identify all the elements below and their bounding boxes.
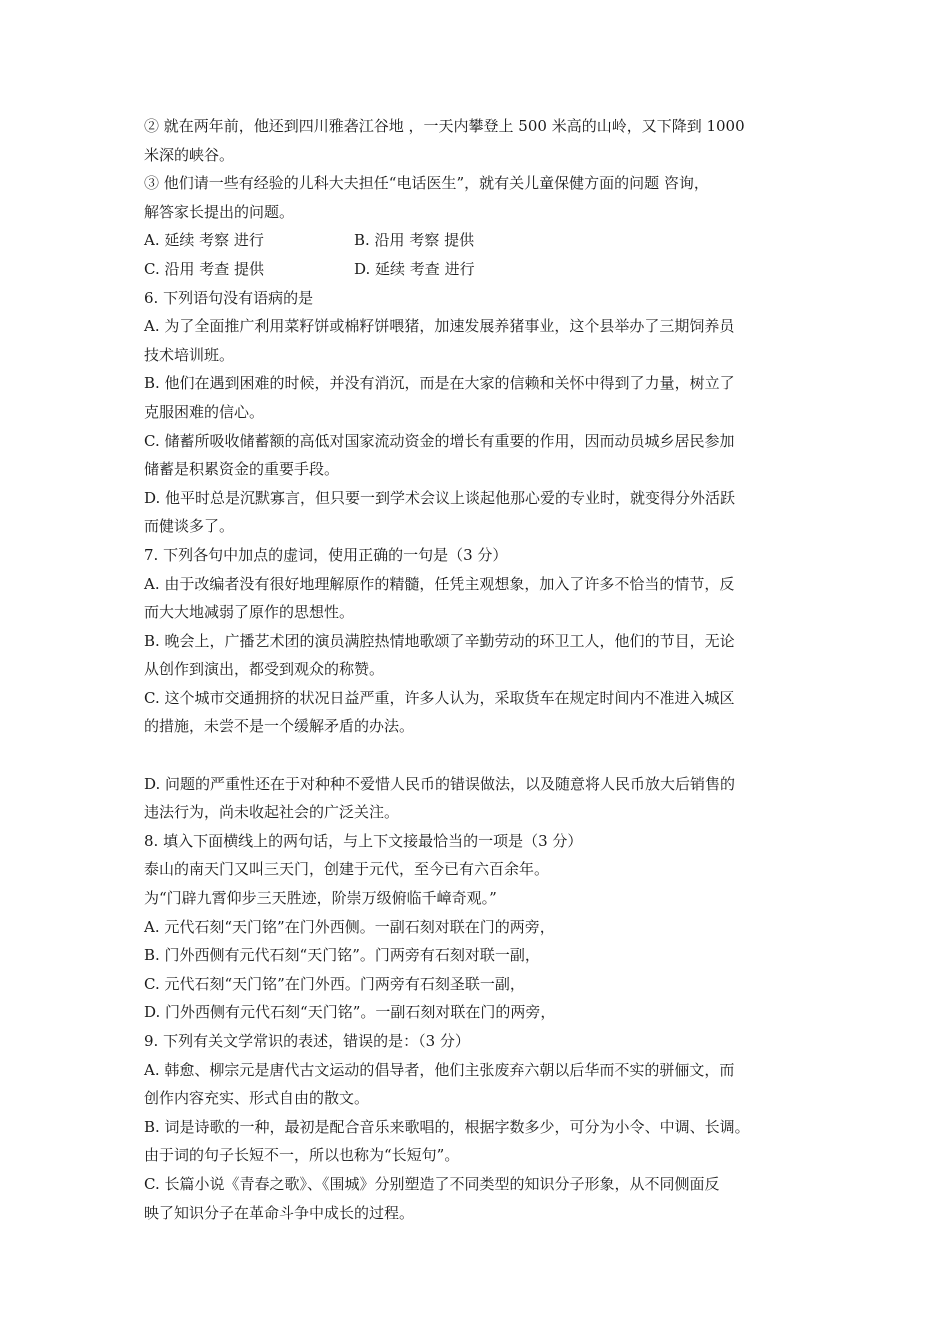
q7-option-c-line-1: C. 这个城市交通拥挤的状况日益严重，许多人认为，采取货车在规定时间内不准进入城区: [144, 688, 735, 707]
q5-option-b: B. 沿用 考察 提供: [354, 231, 475, 250]
page-content: [144, 112, 824, 1227]
q5-sentence-2-line-1: ② 就在两年前，他还到四川雅砻江谷地 ，一天内攀登上 500 米高的山岭，又下降到 1000: [144, 117, 745, 135]
q9-option-a-line-1: A. 韩愈、柳宗元是唐代古文运动的倡导者，他们主张废弃六朝以后华而不实的骈俪文，而: [144, 1060, 735, 1079]
q6-option-a-line-2: 技术培训班。: [144, 345, 235, 364]
q7-stem: 7. 下列各句中加点的虚词，使用正确的一句是（3 分）: [144, 545, 508, 564]
q7-option-c-line-2: 的措施，未尝不是一个缓解矛盾的办法。: [144, 717, 415, 736]
q7-option-a-line-2: 而大大地减弱了原作的思想性。: [144, 603, 355, 622]
q5-sentence-3-line-1: ③ 他们请一些有经验的儿科大夫担任“电话医生”，就有关儿童保健方面的问题 咨询，: [144, 174, 709, 193]
q6-option-c-line-2: 储蓄是积累资金的重要手段。: [144, 460, 340, 479]
q8-option-a: A. 元代石刻“天门铭”在门外西侧。一副石刻对联在门的两旁，: [144, 917, 555, 936]
q9-option-b-line-1: B. 词是诗歌的一种，最初是配合音乐来歌唱的，根据字数多少，可分为小令、中调、长调。: [144, 1117, 750, 1136]
q7-option-d-line-2: 违法行为，尚未收起社会的广泛关注。: [144, 803, 400, 822]
q9-option-a-line-2: 创作内容充实、形式自由的散文。: [144, 1089, 370, 1108]
q6-option-d-line-1: D. 他平时总是沉默寡言，但只要一到学术会议上谈起他那心爱的专业时，就变得分外活跃: [144, 488, 736, 507]
q5-option-c: C. 沿用 考查 提供: [144, 259, 265, 278]
q7-option-d-line-1: D. 问题的严重性还在于对种种不爱惜人民币的错误做法，以及随意将人民币放大后销售的: [144, 774, 736, 793]
q7-option-b-line-2: 从创作到演出，都受到观众的称赞。: [144, 660, 385, 679]
q5-option-d: D. 延续 考查 进行: [354, 259, 475, 278]
q5-options-row-2: [144, 255, 824, 284]
q9-stem: 9. 下列有关文学常识的表述，错误的是：（3 分）: [144, 1032, 470, 1050]
q7-option-a-line-1: A. 由于改编者没有很好地理解原作的精髓，任凭主观想象，加入了许多不恰当的情节，反: [144, 574, 735, 593]
q8-option-d: D. 门外西侧有元代石刻“天门铭”。一副石刻对联在门的两旁，: [144, 1003, 556, 1022]
q9-option-c-line-2: 映了知识分子在革命斗争中成长的过程。: [144, 1203, 415, 1222]
q5-sentence-3-line-2: 解答家长提出的问题。: [144, 202, 295, 221]
q6-option-b-line-1: B. 他们在遇到困难的时候，并没有消沉，而是在大家的信赖和关怀中得到了力量，树立了: [144, 374, 735, 393]
q8-option-b: B. 门外西侧有元代石刻“天门铭”。门两旁有石刻对联一副，: [144, 946, 540, 965]
q5-option-a: A. 延续 考察 进行: [144, 231, 264, 250]
q5-options-row-1: [144, 226, 824, 255]
q6-stem: 6. 下列语句没有语病的是: [144, 288, 314, 307]
q6-option-d-line-2: 而健谈多了。: [144, 517, 235, 536]
q6-option-b-line-2: 克服困难的信心。: [144, 402, 265, 421]
q8-passage-line-1: 泰山的南天门又叫三天门，创建于元代，至今已有六百余年。: [144, 860, 550, 879]
q9-option-b-line-2: 由于词的句子长短不一，所以也称为“长短句”。: [144, 1146, 460, 1165]
q6-option-c-line-1: C. 储蓄所吸收储蓄额的高低对国家流动资金的增长有重要的作用，因而动员城乡居民参加: [144, 431, 735, 450]
q6-option-a-line-1: A. 为了全面推广利用菜籽饼或棉籽饼喂猪，加速发展养猪事业，这个县举办了三期饲养员: [144, 317, 735, 336]
paragraph-gap: [144, 741, 824, 770]
q5-sentence-2-line-2: 米深的峡谷。: [144, 145, 235, 164]
q7-option-b-line-1: B. 晚会上，广播艺术团的演员满腔热情地歌颂了辛勤劳动的环卫工人，他们的节目，无论: [144, 631, 735, 650]
q9-option-c-line-1: C. 长篇小说《青春之歌》、《围城》分别塑造了不同类型的知识分子形象，从不同侧面反: [144, 1174, 720, 1193]
q8-option-c: C. 元代石刻“天门铭”在门外西。门两旁有石刻圣联一副，: [144, 974, 525, 993]
q8-stem: 8. 填入下面横线上的两句话，与上下文接最恰当的一项是（3 分）: [144, 831, 583, 850]
q8-passage-line-2: 为“门辟九霄仰步三天胜迹，阶崇万级俯临千嶂奇观。”: [144, 889, 497, 908]
